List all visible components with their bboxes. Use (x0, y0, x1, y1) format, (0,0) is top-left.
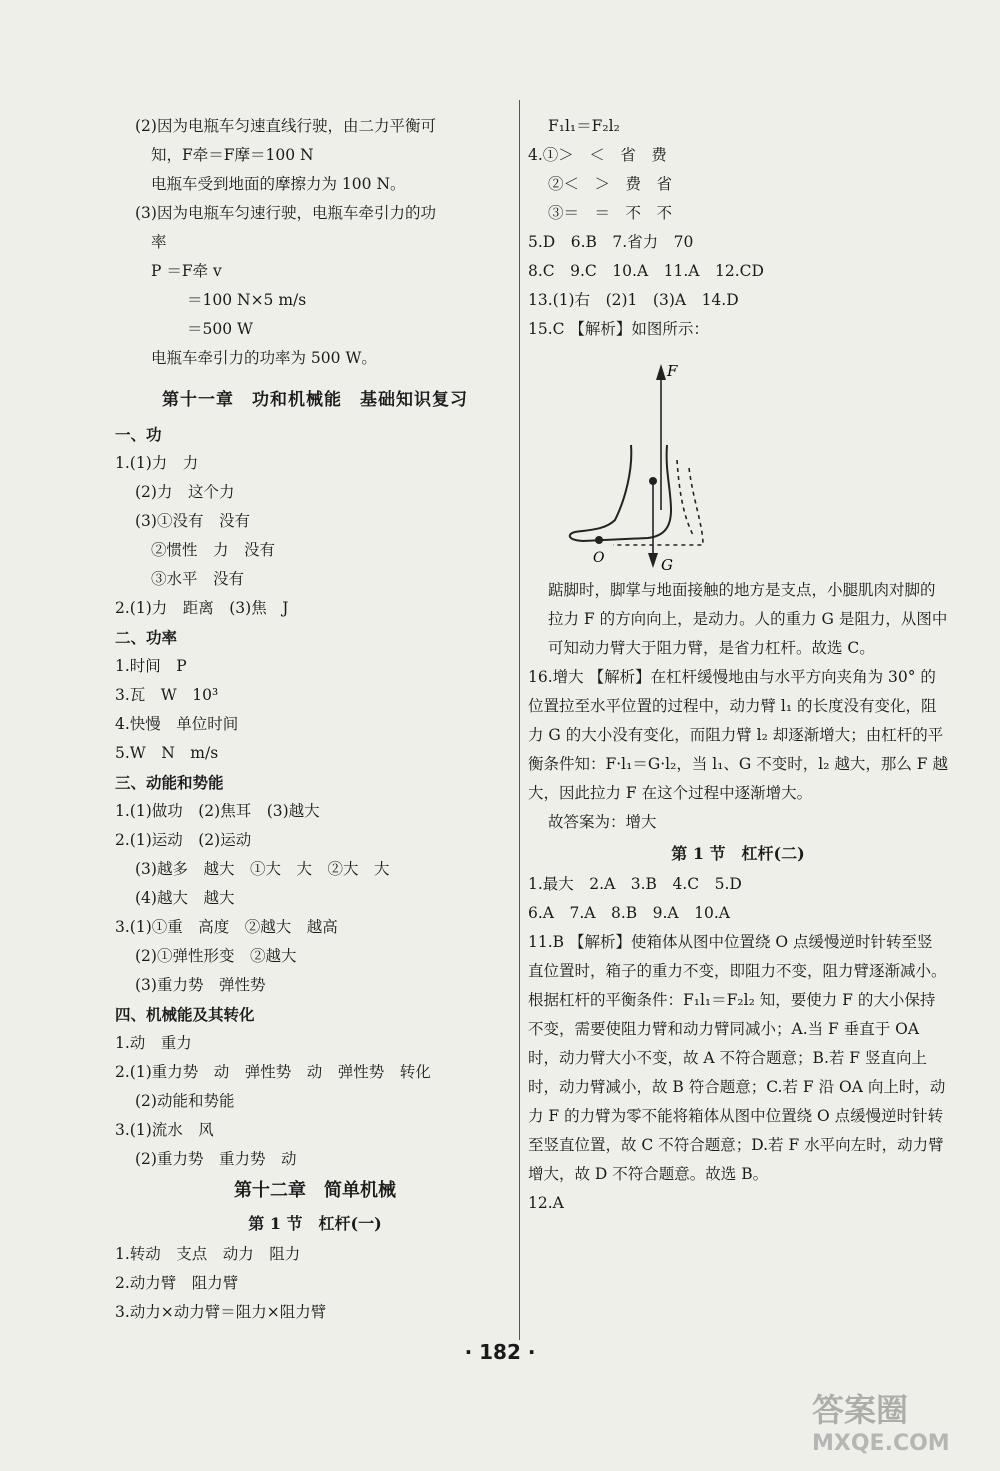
right_top-line: ②＜ ＞ 费 省 (548, 175, 673, 193)
left-line: ③水平 没有 (151, 570, 245, 588)
left-line: 第 1 节 杠杆(一) (248, 1214, 382, 1233)
watermark-line2: MXQE.COM (812, 1431, 950, 1456)
left-line: 3.(1)流水 风 (115, 1121, 214, 1139)
right_top-line: F₁l₁＝F₂l₂ (548, 117, 620, 135)
left-line: 1.转动 支点 动力 阻力 (115, 1245, 301, 1263)
left-line: 1.(1)做功 (2)焦耳 (3)越大 (115, 802, 320, 820)
left-line: 率 (151, 233, 167, 251)
left-line: 电瓶车牵引力的功率为 500 W。 (151, 349, 377, 367)
page-number: · 182 · (464, 1340, 536, 1364)
left-line: 第十二章 简单机械 (234, 1180, 396, 1201)
right_bottom-line: 12.A (528, 1194, 564, 1212)
right-column (528, 112, 948, 1218)
left-line: 一、功 (115, 425, 162, 444)
left-line: 2.(1)重力势 动 弹性势 动 弹性势 转化 (115, 1063, 431, 1081)
right_bottom-line: 16.增大 【解析】在杠杆缓慢地由与水平方向夹角为 30° 的位置拉至水平位置的过程中，动力臂 l₁ 的长度没有变化，阻力 G 的大小没有变化，而阻力臂 l₂ 却逐渐增大；由杠杆的平衡条件知：F·l₁＝G·l₂，当 l₁、G 不变时，l₂ 越大，那么 F 越大，因此拉力 F 在这个过程中逐渐增大。 (528, 668, 948, 802)
right_bottom-line: 6.A 7.A 8.B 9.A 10.A (528, 904, 730, 922)
left-line: 1.(1)力 力 (115, 454, 199, 472)
left-line: (4)越大 越大 (135, 889, 235, 907)
center-of-mass-dot (649, 477, 657, 485)
left-line: 2.(1)运动 (2)运动 (115, 831, 252, 849)
right_top-line: 4.①＞ ＜ 省 费 (528, 146, 667, 164)
left-line: 4.快慢 单位时间 (115, 715, 239, 733)
label-o: O (593, 550, 605, 566)
right_bottom-line: 1.最大 2.A 3.B 4.C 5.D (528, 875, 742, 893)
right_bottom-line: 踮脚时，脚掌与地面接触的地方是支点，小腿肌肉对脚的拉力 F 的方向向上，是动力。人的重力 G 是阻力，从图中可知动力臂大于阻力臂，是省力杠杆。故选 C。 (548, 581, 948, 657)
left-line: 1.动 重力 (115, 1034, 192, 1052)
left-line: 四、机械能及其转化 (115, 1005, 255, 1024)
left-line: 5.W N m/s (115, 744, 219, 762)
left-line: (2)力 这个力 (135, 483, 235, 501)
right_top-line: ③＝ ＝ 不 不 (548, 204, 673, 222)
right_top-line: 13.(1)右 (2)1 (3)A 14.D (528, 291, 739, 309)
left-line: 第十一章 功和机械能 基础知识复习 (162, 390, 468, 410)
label-g: G (661, 556, 673, 572)
shifted-heel-outline (613, 468, 703, 545)
foot-lever-figure (528, 350, 948, 572)
right_bottom-line: 11.B 【解析】使箱体从图中位置绕 O 点缓慢逆时针转至竖直位置时，箱子的重力不变，即阻力不变，阻力臂逐渐减小。根据杠杆的平衡条件：F₁l₁＝F₂l₂ 知，要使力 F 的大小保持不变，需要使阻力臂和动力臂同减小；A.当 F 垂直于 OA 时，动力臂大小不变，故 A 不符合题意；B.若 F 竖直向上时，动力臂减小，故 B 符合题意；C.若 F 沿 OA 向上时，动力 F 的力臂为零不能将箱体从图中位置绕 O 点缓慢逆时针转至竖直位置，故 C 不符合题意；D.若 F 水平向左时，动力臂增大，故 D 不符合题意。故选 B。 (528, 933, 947, 1183)
left-line: 1.时间 P (115, 657, 187, 675)
left-line: 3.瓦 W 10³ (115, 686, 219, 704)
label-f: F (667, 362, 678, 380)
right_top-line: 15.C 【解析】如图所示： (528, 320, 709, 338)
force-g-arrowhead (648, 553, 658, 568)
left-line: 2.动力臂 阻力臂 (115, 1274, 239, 1292)
left-line: (2)①弹性形变 ②越大 (135, 947, 297, 965)
shifted-foot-outline (677, 460, 693, 535)
left-line: (2)因为电瓶车匀速直线行驶，由二力平衡可 (135, 117, 436, 135)
left-line: (2)动能和势能 (135, 1092, 235, 1110)
left-line: 2.(1)力 距离 (3)焦 J (115, 599, 289, 617)
watermark-line1: 答案圈 (812, 1391, 909, 1429)
left-line: (3)越多 越大 ①大 大 ②大 大 (135, 860, 390, 878)
pivot-o-dot (595, 536, 603, 544)
left-line: 三、动能和势能 (115, 773, 224, 792)
left-line: 二、功率 (115, 628, 178, 647)
left-line: 3.(1)①重 高度 ②越大 越高 (115, 918, 338, 936)
right_top-line: 8.C 9.C 10.A 11.A 12.CD (528, 262, 764, 280)
left-line: (3)①没有 没有 (135, 512, 250, 530)
right_bottom-line: 第 1 节 杠杆(二) (671, 844, 805, 863)
right_bottom-line: 故答案为：增大 (548, 813, 657, 831)
column-divider (519, 100, 520, 1340)
left-line: ＝100 N×5 m/s (187, 291, 307, 309)
left-line: P ＝F牵 v (151, 262, 222, 280)
watermark-logo (812, 1385, 987, 1465)
force-f-arrowhead (656, 364, 666, 380)
foot-outline (570, 445, 671, 541)
left-line: ＝500 W (187, 320, 253, 338)
left-line: 电瓶车受到地面的摩擦力为 100 N。 (151, 175, 406, 193)
right_top-line: 5.D 6.B 7.省力 70 (528, 233, 694, 251)
left-line: 3.动力×动力臂＝阻力×阻力臂 (115, 1303, 327, 1321)
left-line: (3)重力势 弹性势 (135, 976, 266, 994)
left-line: (3)因为电瓶车匀速行驶，电瓶车牵引力的功 (135, 204, 436, 222)
left-line: ②惯性 力 没有 (151, 541, 276, 559)
left-column (115, 112, 515, 1327)
left-line: (2)重力势 重力势 动 (135, 1150, 297, 1168)
left-line: 知，F牵＝F摩＝100 N (151, 146, 314, 164)
